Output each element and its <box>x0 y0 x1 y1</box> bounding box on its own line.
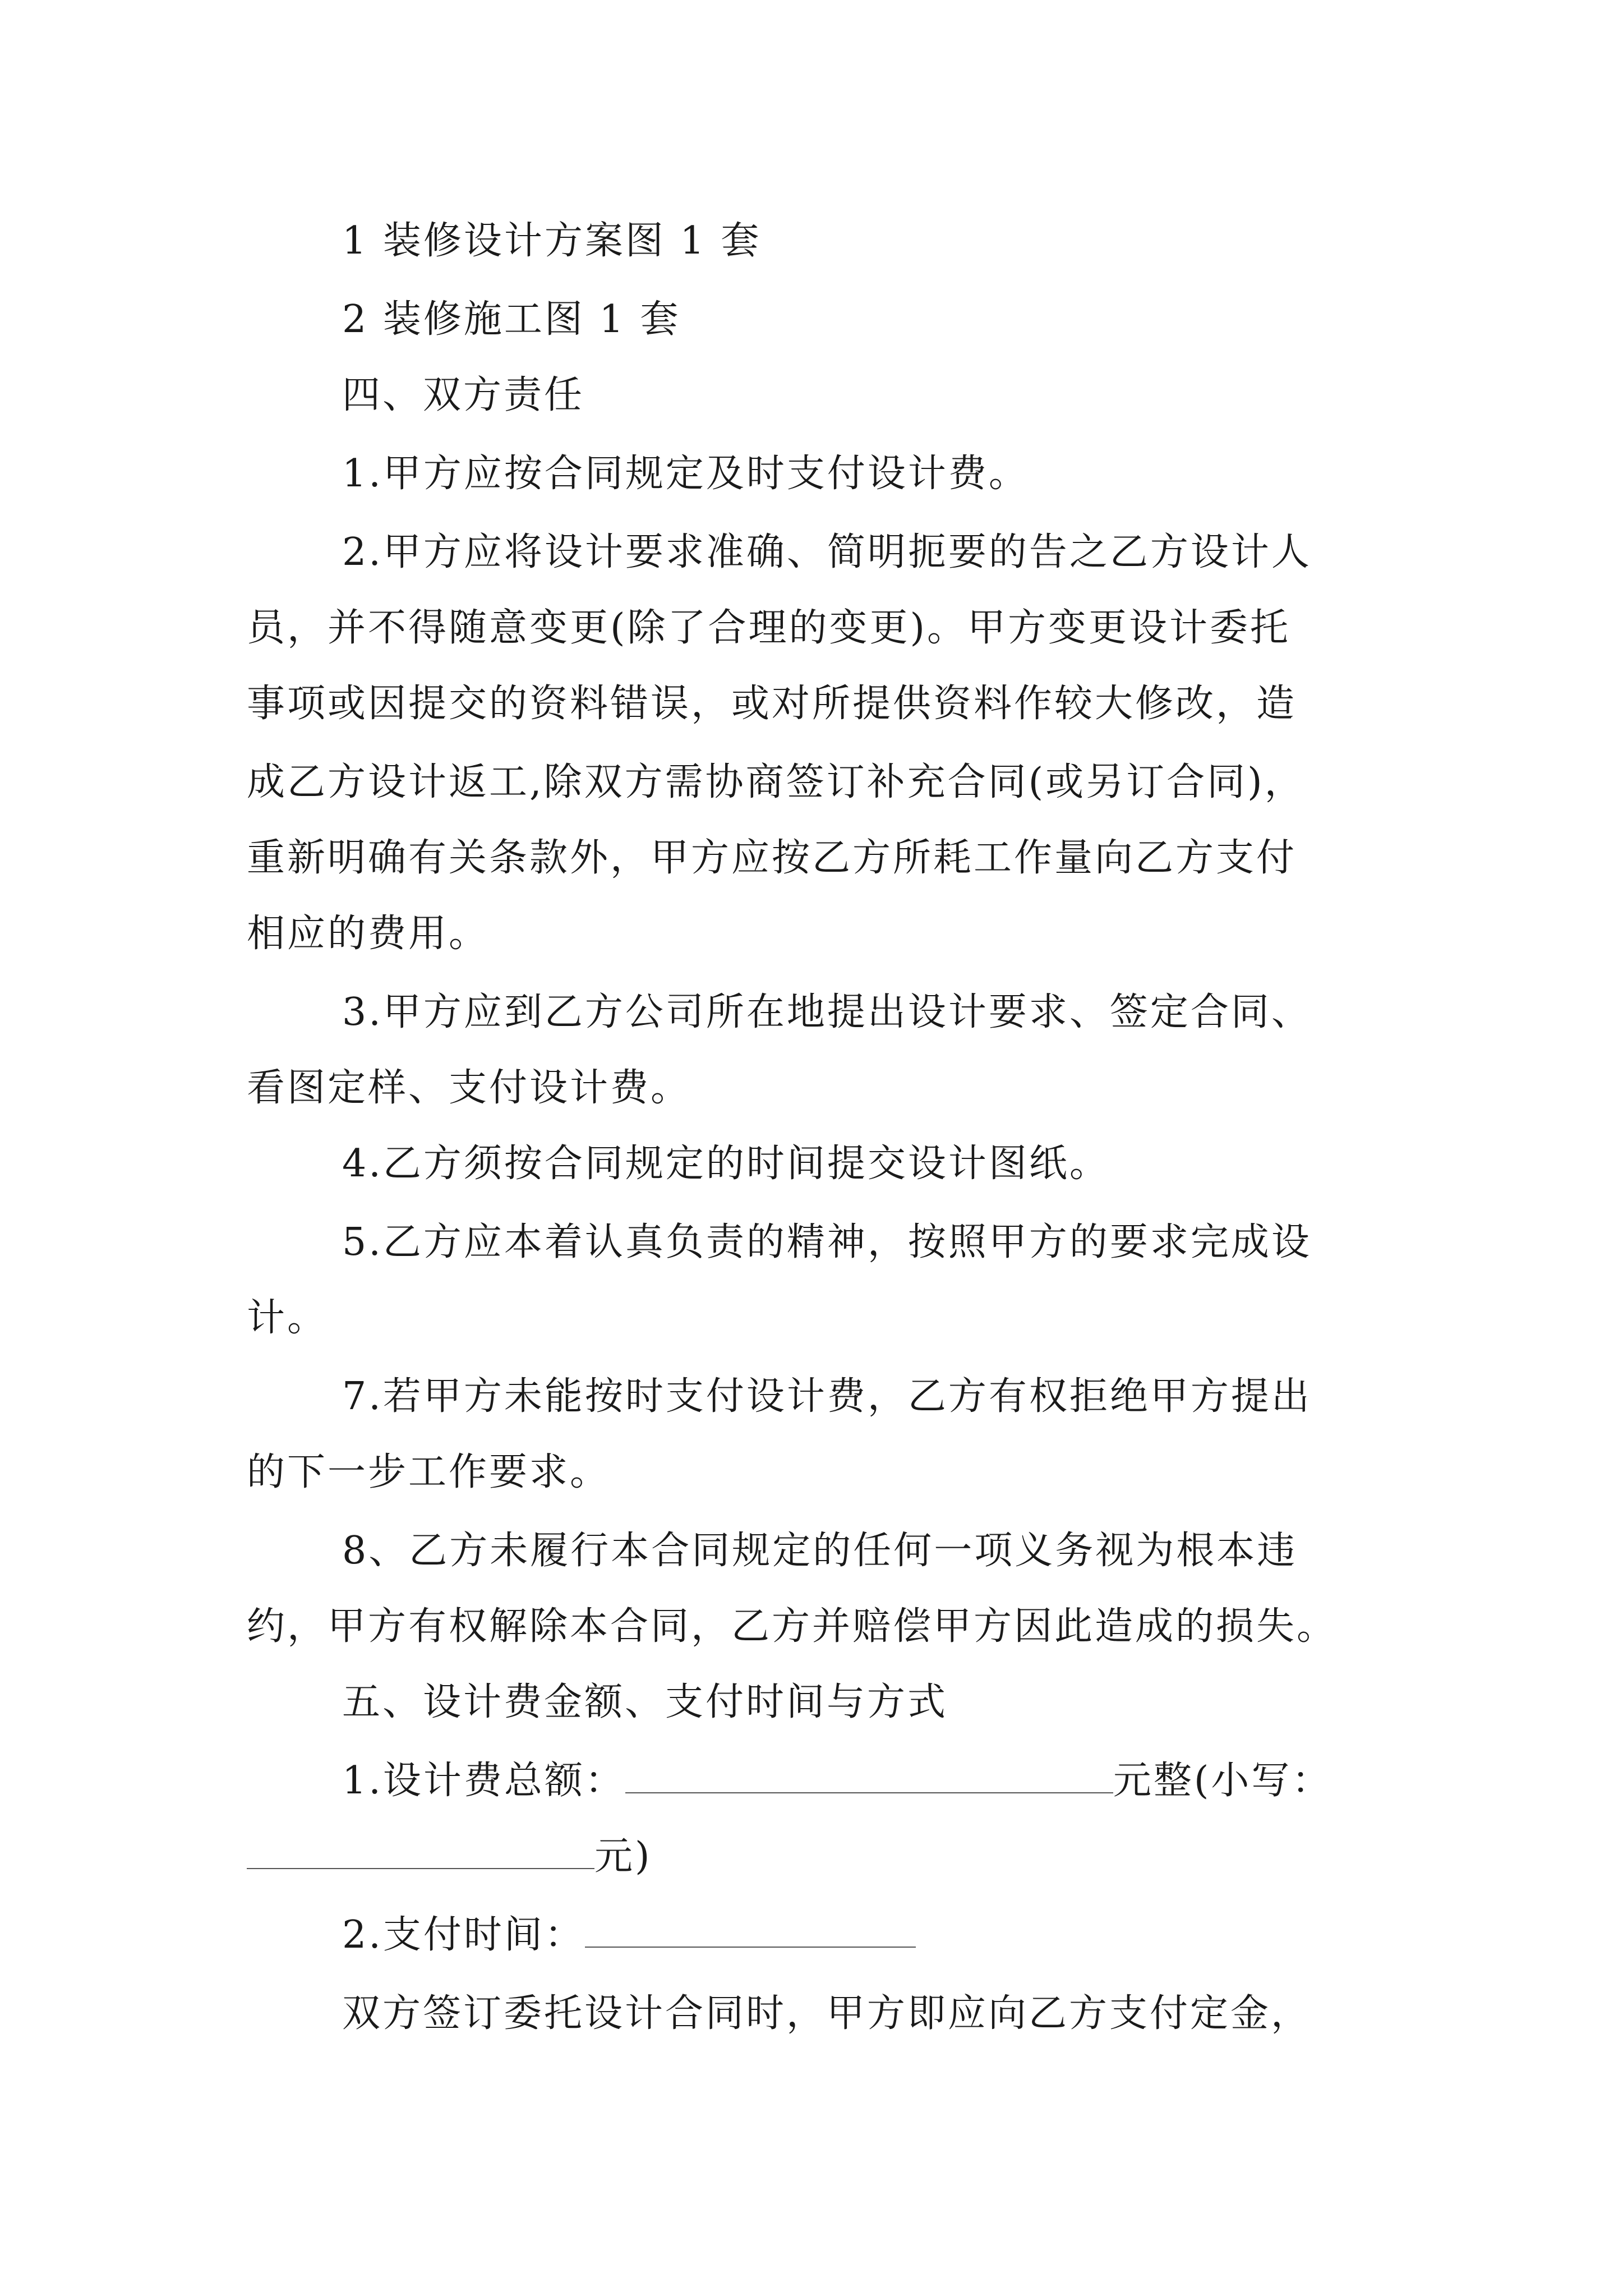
fee-total-suffix: 元整(小写： <box>1113 1759 1332 1803</box>
clause-8-line-1: 8、乙方未履行本合同规定的任何一项义务视为根本违 <box>342 1529 1298 1573</box>
section-heading-responsibilities: 四、双方责任 <box>342 373 585 417</box>
clause-1-text: 1.甲方应按合同规定及时支付设计费。 <box>342 452 1029 496</box>
item-design-plan: 1 装修设计方案图 1 套 <box>342 219 762 263</box>
fee-lowercase-suffix: 元) <box>594 1834 652 1879</box>
section-heading-fees: 五、设计费金额、支付时间与方式 <box>342 1680 948 1724</box>
payment-time-line <box>342 1907 916 1963</box>
clause-2-line-4: 成乙方设计返工,除双方需协商签订补充合同(或另订合同)， <box>247 760 1305 804</box>
clause-2-line-2: 员，并不得随意变更(除了合理的变更)。甲方变更设计委托 <box>247 606 1291 650</box>
clause-7-line-1: 7.若甲方未能按时支付设计费，乙方有权拒绝甲方提出 <box>342 1374 1312 1419</box>
clause-2-line-1: 2.甲方应将设计要求准确、简明扼要的告之乙方设计人 <box>342 530 1312 574</box>
deposit-text: 双方签订委托设计合同时，甲方即应向乙方支付定金， <box>342 1991 1312 2036</box>
clause-5-line-1: 5.乙方应本着认真负责的精神，按照甲方的要求完成设 <box>342 1220 1312 1264</box>
item-construction-drawing: 2 装修施工图 1 套 <box>342 297 681 342</box>
clause-2-line-5: 重新明确有关条款外，甲方应按乙方所耗工作量向乙方支付 <box>247 836 1297 880</box>
fee-total-blank <box>625 1757 1113 1793</box>
payment-time-blank <box>585 1912 916 1948</box>
fee-total-label: 1.设计费总额： <box>342 1759 625 1803</box>
fee-total-line <box>342 1753 1332 1809</box>
clause-2-line-3: 事项或因提交的资料错误，或对所提供资料作较大修改，造 <box>247 682 1297 726</box>
fee-lowercase-blank <box>247 1833 594 1869</box>
clause-5-line-2: 计。 <box>247 1296 328 1340</box>
clause-8-line-2: 约，甲方有权解除本合同，乙方并赔偿甲方因此造成的损失。 <box>247 1604 1338 1649</box>
payment-time-label: 2.支付时间： <box>342 1913 585 1957</box>
fee-lowercase-line <box>247 1829 652 1885</box>
clause-7-line-2: 的下一步工作要求。 <box>247 1450 611 1494</box>
clause-3-line-2: 看图定样、支付设计费。 <box>247 1066 691 1110</box>
clause-4-text: 4.乙方须按合同规定的时间提交设计图纸。 <box>342 1142 1110 1186</box>
clause-2-line-6: 相应的费用。 <box>247 912 490 956</box>
clause-3-line-1: 3.甲方应到乙方公司所在地提出设计要求、签定合同、 <box>342 990 1312 1034</box>
